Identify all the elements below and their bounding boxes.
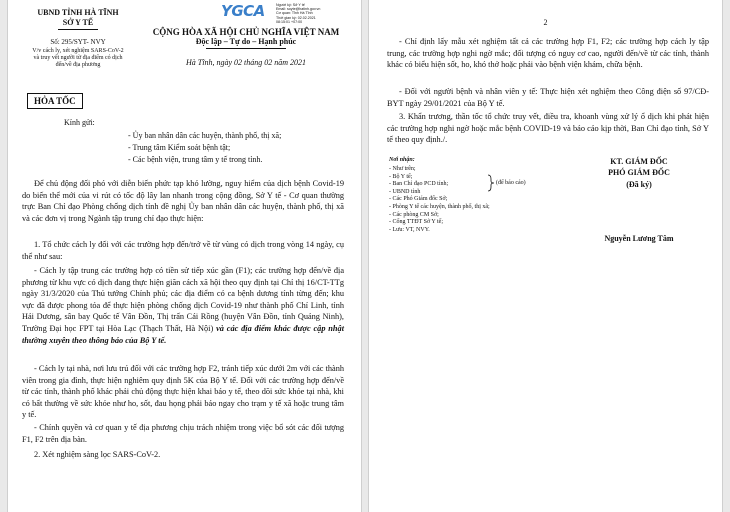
recipient-1: - Ủy ban nhân dân các huyện, thành phố, thị xã; (128, 131, 282, 140)
cc-item: - UBND tỉnh (389, 188, 421, 195)
issuing-agency: UBND TỈNH HÀ TĨNH (37, 8, 119, 17)
signer-name: Nguyễn Lương Tâm (604, 234, 674, 243)
item-2-paragraph: 2. Xét nghiệm sàng lọc SARS-CoV-2. (34, 450, 161, 459)
document-number: Số: 295/SYT- NVY (50, 38, 106, 46)
cc-item: - Phòng Y tế các huyện, thành phố, thị xã; (389, 203, 490, 210)
item-1a-emphasis: và các địa điểm khác được cập nhật thường xuyên theo thông báo của Bộ Y tế. (22, 323, 344, 345)
intro-paragraph: Để chủ động đối phó với diễn biến phức tạp khó lường, nguy hiểm của dịch bệnh Covid-19 do biến thể mới của vi rút có tốc độ lây lan nhanh trong cộng đồng, Sở Y tế - Cơ quan thường trực Ban Chỉ đạo Phòng chống dịch tỉnh đề nghị Ủy ban nhân dân các huyện, thành phố, thị xã và các đơn vị trong Ngành tập trung chỉ đạo thực hiện: (22, 179, 344, 223)
signed-mark: (Đã ký) (626, 180, 652, 189)
document-page-1 (8, 0, 361, 512)
recipient-2: - Trung tâm Kiểm soát bệnh tật; (128, 143, 231, 152)
cc-item: - Các Phó Giám đốc Sở; (389, 196, 448, 203)
page-number: 2 (543, 18, 548, 27)
subject-line-2: và truy vết người từ địa điểm có dịch (33, 55, 123, 61)
signer-title: PHÓ GIÁM ĐỐC (608, 168, 670, 177)
country-name: CỘNG HÒA XÃ HỘI CHỦ NGHĨA VIỆT NAM (152, 27, 340, 37)
cc-item: - Lưu: VT, NVY. (389, 226, 430, 233)
cc-item: - Bộ Y tế; (389, 173, 413, 180)
sign-on-behalf: KT. GIÁM ĐỐC (610, 157, 668, 166)
recipient-3: - Các bệnh viện, trung tâm y tế trong tỉnh. (128, 155, 263, 164)
kinh-gui-label: Kính gửi: (64, 118, 95, 127)
digital-signature-info: Người ký: Sở Y tế Email: soyte@hatinh.gov.vn Cơ quan: Tỉnh Hà Tĩnh Thời gian ký: 02.02.2021 08:15:01 +07:00 (276, 3, 321, 24)
date-place: Hà Tĩnh, ngày 02 tháng 02 năm 2021 (186, 58, 306, 67)
cc-item: - Cổng TTĐT Sở Y tế; (389, 219, 444, 226)
national-motto: Độc lập – Tự do – Hạnh phúc (195, 37, 297, 46)
document-page-2 (369, 0, 722, 512)
cc-item: - Như trên; (389, 166, 416, 172)
header-divider (58, 29, 98, 30)
subject-line-3: đến/về địa phương (55, 62, 101, 68)
noi-nhan-label: Nơi nhận: (389, 157, 415, 163)
cc-list (389, 166, 490, 234)
item-3-paragraph: 3. Khẩn trương, thần tốc tổ chức truy vết, điều tra, khoanh vùng xử lý ổ dịch khi phát hiện các trường hợp nghi ngờ hoặc mắc bệnh COVID-19 và báo cáo kịp thời, Ban Chỉ đạo tỉnh, Sở Y tế theo quy định./. (387, 112, 709, 145)
cc-item: - Ban Chỉ đạo PCD tỉnh; (389, 181, 449, 188)
cc-item: - Các phòng CM Sở; (389, 211, 439, 218)
ygca-logo-icon: YGCA (221, 2, 265, 20)
brace-icon (487, 174, 495, 192)
item-1b-paragraph: - Cách ly tại nhà, nơi lưu trú đối với các trường hợp F2, tránh tiếp xúc dưới 2m với các thành viên trong gia đình, thực hiện nghiêm quy định 5K của Bộ Y tế. Đối với các trường hợp đến/về từ các tỉnh, thành phố khác phải chủ động thực hiện khai báo y tế, theo dõi sức khỏe tại nhà, khi có bất thường về sức khỏe như ho, sốt, đau họng phải báo ngay cho trạm y tế xã hoặc trung tâm y tế. (22, 364, 344, 420)
item-2a-paragraph: - Chỉ định lấy mẫu xét nghiệm tất cả các trường hợp F1, F2; các trường hợp cách ly tập trung, các trường hợp nghi ngờ mắc; đối tượng có nguy cơ cao, người đến/về từ các tỉnh, thành khác có biểu hiện sốt, ho, khó thở hoặc phải vào bệnh viện khám, chữa bệnh. (387, 37, 709, 70)
signature-logo (221, 2, 265, 21)
motto-divider (206, 48, 286, 49)
item-2b-paragraph: - Đối với người bệnh và nhân viên y tế: Thực hiện xét nghiệm theo Công điện số 97/CĐ-BYT ngày 29/01/2021 của Bộ Y tế. (387, 87, 709, 108)
issuing-department: SỞ Y TẾ (62, 18, 94, 27)
urgent-stamp: HỎA TỐC (27, 93, 83, 109)
cc-brace-note: (để báo cáo) (496, 180, 526, 186)
item-1a-paragraph: - Cách ly tập trung các trường hợp có tiền sử tiếp xúc gần (F1); các trường hợp đến/về địa phương từ khu vực có dịch đang thực hiện giãn cách xã hội theo quy định tại Chỉ thị 16/CT-TTg ngày 31/3/2020 của Thủ tướng Chính phủ; các địa điểm có ca bệnh dương tính từng đến; khu vực đã được phong tỏa để thực hiện phòng chống dịch Covid-19 như thành phố Chí Linh, tỉnh Hải Dương, sân bay Quốc tế Vân Đồn, Thị trấn Cái Rồng (huyện Vân Đồn, tỉnh Quảng Ninh), Trường Đại học FPT tại Hòa Lạc (Thạch Thất, Hà Nội) và các địa điểm khác được cập nhật thường xuyên theo thông báo của Bộ Y tế. (22, 266, 344, 345)
item-1-paragraph: 1. Tổ chức cách ly đối với các trường hợp đến/trở về từ vùng có dịch trong vòng 14 ngày, cụ thể như sau: (22, 240, 344, 261)
item-1c-paragraph: - Chính quyền và cơ quan y tế địa phương chịu trách nhiệm trong việc bổ sót các đối tượng F1, F2 trên địa bàn. (22, 423, 344, 444)
subject-line-1: V/v cách ly, xét nghiệm SARS-CoV-2 (32, 48, 124, 54)
